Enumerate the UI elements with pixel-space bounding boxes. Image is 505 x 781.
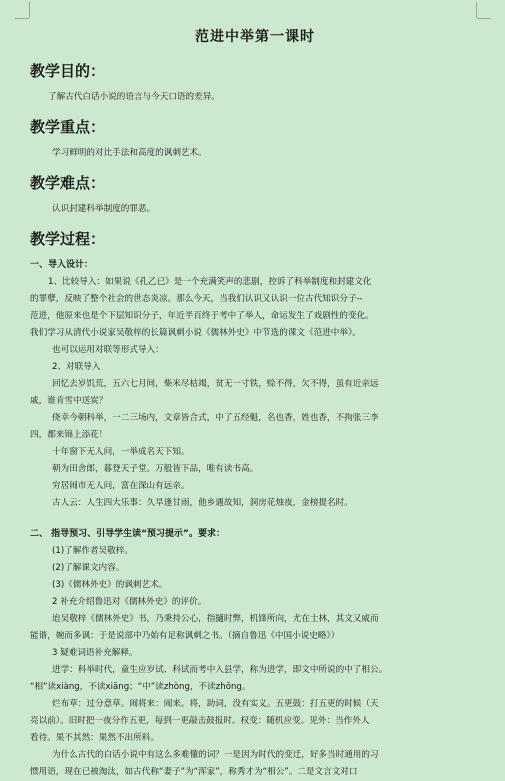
text-line: 1、比较导入：如果说《孔乙已》是一个充满笑声的悲剧，控诉了科举制度和封建文化 [48, 277, 372, 287]
difficulty-text: 认识封建科举制度的罪恶。 [52, 204, 156, 214]
crop-mark-left-h [15, 18, 29, 19]
page-title: 范进中举第一课时 [195, 29, 315, 45]
text-line: 古人云：人生四大乐事：久旱逢甘雨，他乡遇故知，洞房花烛夜，金榜提名时。 [52, 498, 353, 508]
text-line: 迨吴敬梓《儒林外史》书，乃秉持公心，指擿时弊，机锋所向，尤在士林，其文又威而 [52, 614, 379, 624]
text-line: (1)了解作者吴敬梓。 [52, 546, 133, 556]
text-line: (3)《儒林外史》的讽刺艺术。 [52, 580, 168, 590]
difficulty-heading: 教学难点： [30, 174, 106, 192]
text-line: 能谐，婉而多讽：于是说部中乃始有足称讽刺之书。（摘自鲁迅《中国小说史略》） [30, 631, 340, 641]
section1-body [30, 274, 480, 512]
text-line: 我们学习从清代小说家吴敬梓的长篇讽刺小说《儒林外史》中节选的课文《范进中举》。 [30, 328, 361, 338]
text-line: 范进，他原来也是个下层知识分子，年近半百终于考中了举人，命运发生了戏剧性的变化。 [30, 311, 374, 321]
text-line: 的罪孽，反映了整个社会的世态炎凉。那么今天，当我们认识又认识一位古代知识分子-- [30, 294, 363, 304]
text-line: 十年窗下无人问，一举成名天下知。 [52, 447, 190, 457]
text-line: 进学：科举时代，童生应岁试、科试而考中入县学，称为进学，即文中所说的中了相公。 [52, 665, 388, 675]
text-line: 2、对联导入 [52, 362, 101, 372]
focus-text: 学习鲜明的对比手法和高度的讽刺艺术。 [52, 148, 207, 158]
goals-text: 了解古代白话小说的语言与今天口语的差异。 [48, 92, 220, 102]
text-line: 回忆去岁饥荒，五六七月间，柴米尽枯竭，贫无一寸铁，赊不得，欠不得，虽有近亲远 [52, 379, 379, 389]
text-line: 朝为田舍郎，暮登天子堂。万般皆下品，唯有读书高。 [52, 464, 259, 474]
text-line: 2 补充介绍鲁迅对《儒林外史》的评价。 [52, 597, 207, 607]
text-line: 亮以前）。旧时把一夜分作五更，每到一更敲击鼓报时。权变：随机应变。见外：当作外人 [30, 716, 370, 726]
goals-heading: 教学目的： [30, 62, 106, 80]
crop-mark-right [476, 2, 477, 18]
focus-heading: 教学重点： [30, 118, 106, 136]
crop-mark-left [29, 2, 30, 18]
text-line: 看待。果不其然：果然不出所料。 [30, 733, 159, 743]
process-heading: 教学过程： [30, 230, 106, 248]
text-line: “相”读xiàng，不读xiāng；“中”读zhòng，不读zhōng。 [30, 682, 251, 692]
section1-heading: 一、导入设计： [30, 260, 94, 270]
text-line: 四，都来锦上添花！ [30, 430, 108, 440]
text-line: 也可以运用对联等形式导入： [52, 345, 164, 355]
document-page [30, 20, 480, 781]
text-line: 戚，谁肯雪中送炭？ [30, 396, 108, 406]
text-line: (2)了解课文内容。 [52, 563, 125, 573]
text-line: 为什么古代的白话小说中有这么多难懂的词？一是因为时代的变迁，好多当时通用的习 [52, 750, 379, 760]
text-line: 穷居闹市无人问，富在深山有远亲。 [52, 481, 190, 491]
text-line: 3 疑难词语补充解释。 [52, 648, 138, 658]
section2-body [30, 543, 480, 781]
text-line: 惯用语，现在已被淘汰，如古代称“妻子”为“浑家”，称秀才为“相公”。二是文言文对口 [30, 767, 358, 777]
text-line: 烂布草：过分意草。闹将来：闹来。将，助词，没有实义。五更鼓：打五更的时候（天 [52, 699, 379, 709]
text-line: 侥幸今朝科举，一二三场内，文章皆合式，中了五经魁，名也香，姓也香，不拘张三李 [52, 413, 379, 423]
crop-mark-right-h [477, 18, 491, 19]
section2-heading: 二、 指导预习、引导学生读“预习提示”。要求： [30, 529, 225, 539]
